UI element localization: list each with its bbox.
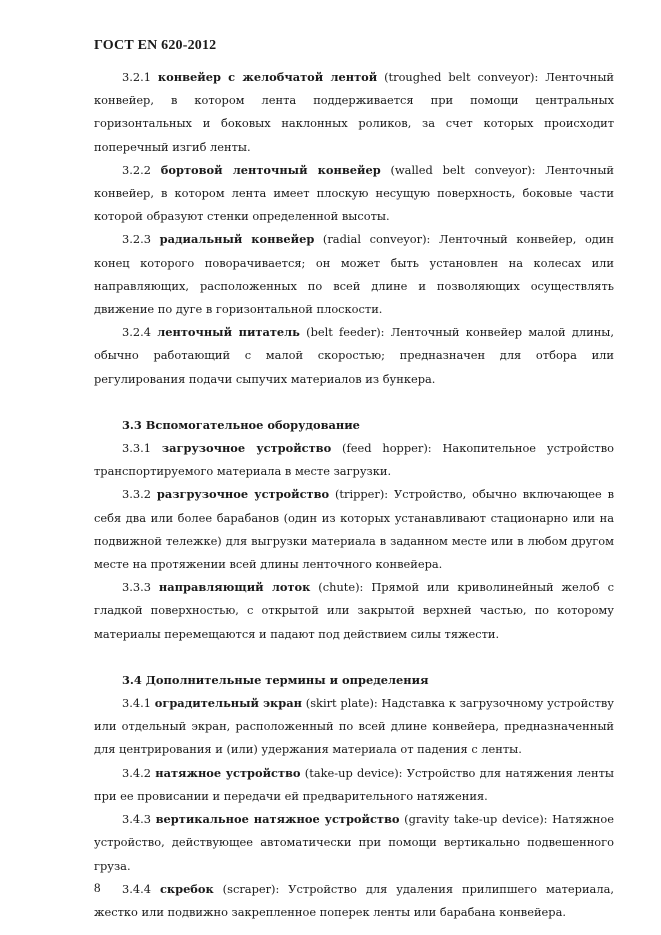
section-heading-3-4: 3.4 Дополнительные термины и определения: [122, 672, 429, 687]
definition-3-4-3: [94, 808, 614, 878]
definition-text: (chute): Прямой или криволинейный желоб с гладкой поверхностью, с открытой или закрытой верхней частью, по которому материалы перемещаются и падают под действием силы тяжести.: [94, 580, 615, 641]
definition-3-3-2: [94, 483, 614, 576]
definition-text: (gravity take-up device): Натяжное устройство, действующее автоматически при помощи вертикально подвешенного груза.: [94, 812, 615, 873]
document-body: [94, 66, 614, 924]
definition-3-3-3: [94, 576, 614, 646]
definition-3-2-4: [94, 321, 614, 391]
definition-3-2-2: [94, 159, 614, 229]
definition-text: (skirt plate): Надставка к загрузочному устройству или отдельный экран, расположенный по всей длине конвейера, предназначенный для центрирования и (или) удержания материала от падения с ленты.: [94, 696, 615, 757]
definition-text: (scraper): Устройство для удаления прилипшего материала, жестко или подвижно закрепленное поперек ленты или барабана конвейера.: [94, 881, 614, 919]
clause-number: 3.4.1: [122, 696, 151, 711]
term: бортовой ленточный конвейер: [160, 162, 381, 177]
section-heading-3-3: 3.3 Вспомогательное оборудование: [122, 417, 360, 432]
term: конвейер с желобчатой лентой: [157, 70, 378, 84]
definition-text: (troughed belt conveyor): Ленточный конвейер, в котором лента поддерживается при помощи центральных горизонтальных и боковых наклонных роликов, за счет которых происходит поперечный изгиб ленты.: [94, 70, 614, 154]
page-number: 8: [94, 880, 101, 895]
definition-3-2-3: [94, 228, 614, 321]
definition-text: (radial conveyor): Ленточный конвейер, один конец которого поворачивается; он может быть установлен на колесах или направляющих, расположенных по всей длине и позволяющих осуществлять движение по дуге в горизонтальной плоскости.: [94, 232, 614, 317]
term: загрузочное устройство: [161, 441, 332, 456]
definition-3-4-1: [94, 692, 614, 762]
definition-3-3-1: [94, 437, 614, 483]
clause-number: 3.2.3: [122, 232, 151, 247]
clause-number: 3.4.2: [122, 765, 151, 780]
definition-3-2-1: [94, 66, 614, 159]
definition-text: (walled belt conveyor): Ленточный конвейер, в котором лента имеет плоскую несущую поверхность, боковые части которой образуют стенки определенной высоты.: [94, 162, 614, 224]
definition-3-4-4: [94, 878, 614, 924]
clause-number: 3.2.2: [122, 162, 151, 177]
definition-text: (feed hopper): Накопительное устройство транспортируемого материала в месте загрузки.: [94, 441, 614, 479]
term: скребок: [159, 881, 214, 896]
definition-text: (tripper): Устройство, обычно включающее в себя два или более барабанов (один из которых устанавливают стационарно или на подвижной тележке) для выгрузки материала в заданном месте или в любом другом месте на протяжении всей длины ленточного конвейера.: [94, 487, 614, 572]
term: направляющий лоток: [158, 580, 311, 595]
clause-number: 3.3.1: [122, 441, 151, 456]
term: разгрузочное устройство: [156, 487, 330, 502]
clause-number: 3.2.4: [122, 325, 151, 340]
clause-number: 3.4.4: [122, 881, 151, 896]
clause-number: 3.4.3: [122, 812, 151, 827]
term: ленточный питатель: [157, 325, 300, 340]
definition-text: (take-up device): Устройство для натяжения ленты при ее провисании и передачи ей предварительного натяжения.: [94, 765, 614, 803]
term: вертикальное натяжное устройство: [155, 812, 400, 827]
definition-text: (belt feeder): Ленточный конвейер малой длины, обычно работающий с малой скоростью; предназначен для отбора или регулирования подачи сыпучих материалов из бункера.: [94, 325, 614, 386]
clause-number: 3.3.2: [122, 487, 151, 502]
term: оградительный экран: [154, 696, 302, 711]
clause-number: 3.3.3: [122, 580, 151, 595]
clause-number: 3.2.1: [122, 70, 151, 84]
document-header: ГОСТ EN 620-2012: [94, 38, 217, 53]
term: натяжное устройство: [155, 765, 301, 780]
definition-3-4-2: [94, 762, 614, 808]
term: радиальный конвейер: [159, 232, 315, 247]
